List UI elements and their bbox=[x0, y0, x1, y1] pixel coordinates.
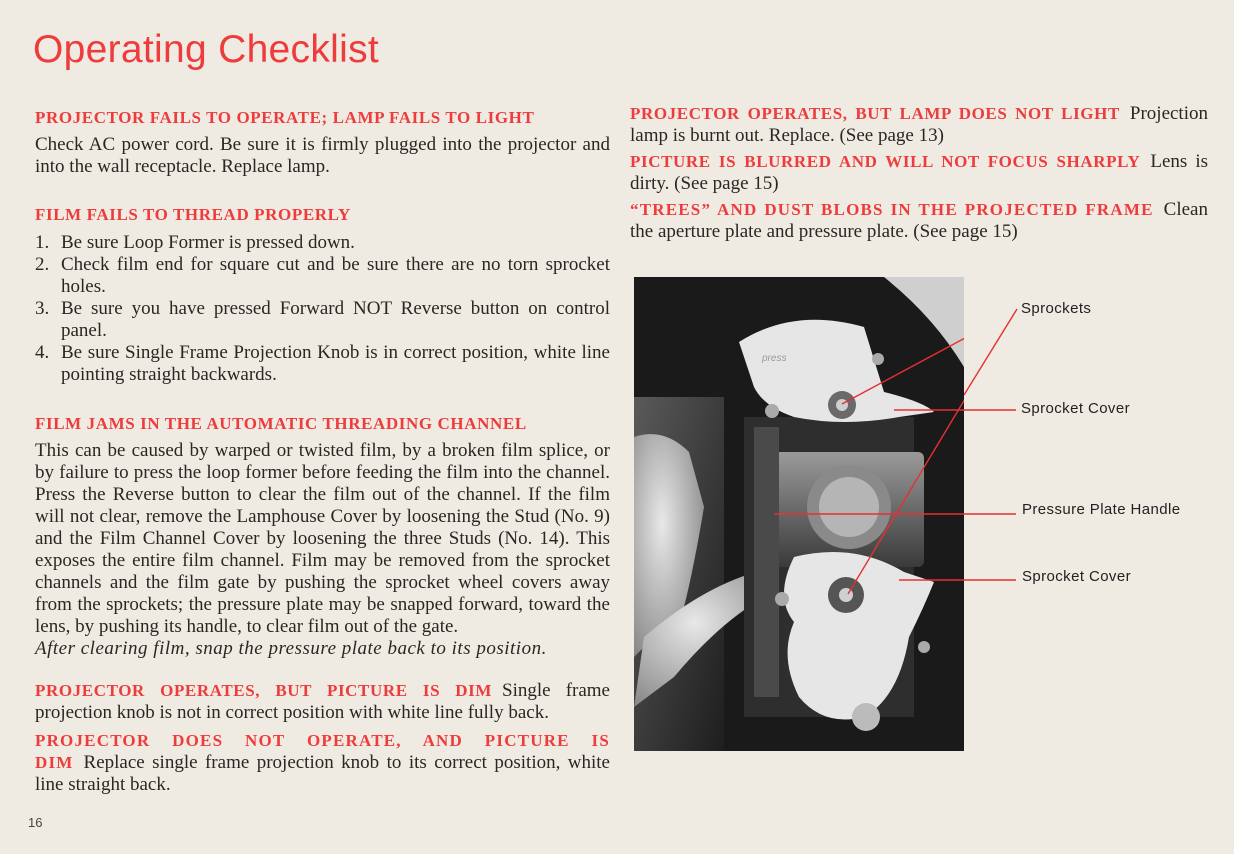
list-item bbox=[35, 298, 610, 342]
section-fails-to-operate bbox=[35, 108, 610, 178]
section-blurred bbox=[630, 151, 1208, 195]
page-number: 16 bbox=[28, 815, 43, 830]
step-text: Be sure Loop Former is pressed down. bbox=[61, 232, 355, 253]
section-heading: FILM FAILS TO THREAD PROPERLY bbox=[35, 205, 351, 224]
section-heading: PROJECTOR DOES NOT OPERATE, AND PICTURE IS DIM bbox=[35, 731, 610, 772]
callout-sprockets: Sprockets bbox=[1021, 300, 1092, 317]
section-text: Replace single frame projection knob to its correct position, white line straight back. bbox=[35, 752, 610, 795]
callout-pressure-plate-handle: Pressure Plate Handle bbox=[1022, 501, 1181, 518]
projector-photo-illustration bbox=[634, 277, 964, 751]
section-film-jams bbox=[35, 414, 610, 660]
section-fails-to-thread bbox=[35, 205, 610, 386]
section-heading: PROJECTOR OPERATES, BUT LAMP DOES NOT LIGHT bbox=[630, 104, 1120, 123]
section-note: After clearing film, snap the pressure plate back to its position. bbox=[35, 638, 547, 659]
section-heading: PICTURE IS BLURRED AND WILL NOT FOCUS SHARPLY bbox=[630, 152, 1141, 171]
list-item bbox=[35, 232, 610, 254]
section-trees-dust bbox=[630, 199, 1208, 243]
section-text: Check AC power cord. Be sure it is firmly plugged into the projector and into the wall receptacle. Replace lamp. bbox=[35, 134, 610, 177]
step-text: Be sure Single Frame Projection Knob is in correct position, white line pointing straight backwards. bbox=[61, 342, 610, 385]
section-text: Lens is dirty. (See page 15) bbox=[630, 151, 1209, 194]
section-lamp-not-light bbox=[630, 103, 1208, 147]
section-text: Single frame projection knob is not in correct position with white line fully back. bbox=[35, 680, 610, 723]
callout-sprocket-cover-bottom: Sprocket Cover bbox=[1022, 568, 1131, 585]
step-number: 2. bbox=[35, 254, 50, 275]
section-picture-dim bbox=[35, 680, 610, 724]
page-title: Operating Checklist bbox=[33, 28, 380, 71]
section-heading: PROJECTOR OPERATES, BUT PICTURE IS DIM bbox=[35, 681, 493, 700]
press-text: press bbox=[762, 353, 787, 364]
section-heading: “TREES” AND DUST BLOBS IN THE PROJECTED FRAME bbox=[630, 200, 1154, 219]
section-heading: PROJECTOR FAILS TO OPERATE; LAMP FAILS TO LIGHT bbox=[35, 108, 535, 127]
step-text: Be sure you have pressed Forward NOT Reverse button on control panel. bbox=[61, 298, 610, 341]
step-number: 1. bbox=[35, 232, 50, 253]
section-text: Projection lamp is burnt out. Replace. (See page 13) bbox=[630, 103, 1208, 146]
section-not-operate-dim bbox=[35, 730, 610, 796]
step-number: 4. bbox=[35, 342, 50, 363]
section-text: Clean the aperture plate and pressure plate. (See page 15) bbox=[630, 199, 1208, 242]
right-column bbox=[630, 103, 1208, 243]
thread-steps-list bbox=[35, 232, 610, 386]
projector-threading-photo bbox=[634, 277, 964, 751]
list-item bbox=[35, 254, 610, 298]
list-item bbox=[35, 342, 610, 386]
left-column bbox=[35, 108, 610, 796]
step-text: Check film end for square cut and be sure there are no torn sprocket holes. bbox=[61, 254, 610, 297]
section-text: This can be caused by warped or twisted film, by a broken film splice, or by failure to press the loop former before feeding the film into the channel. Press the Reverse button to clear the film out of the channel. If the film will not clear, remove the Lamphouse Cover by loosening the Stud (No. 9) and the Film Channel Cover by loosening the three Studs (No. 14). This exposes the entire film channel. Film may be removed from the sprocket channels and the film gate by pushing the sprocket wheel covers away from the sprockets; the pressure plate may be snapped forward, toward the lens, by pushing its handle, to clear film out of the gate. bbox=[35, 440, 610, 637]
callout-sprocket-cover-top: Sprocket Cover bbox=[1021, 400, 1130, 417]
step-number: 3. bbox=[35, 298, 50, 319]
section-heading: FILM JAMS IN THE AUTOMATIC THREADING CHANNEL bbox=[35, 414, 527, 433]
callout-lines bbox=[964, 277, 1024, 607]
